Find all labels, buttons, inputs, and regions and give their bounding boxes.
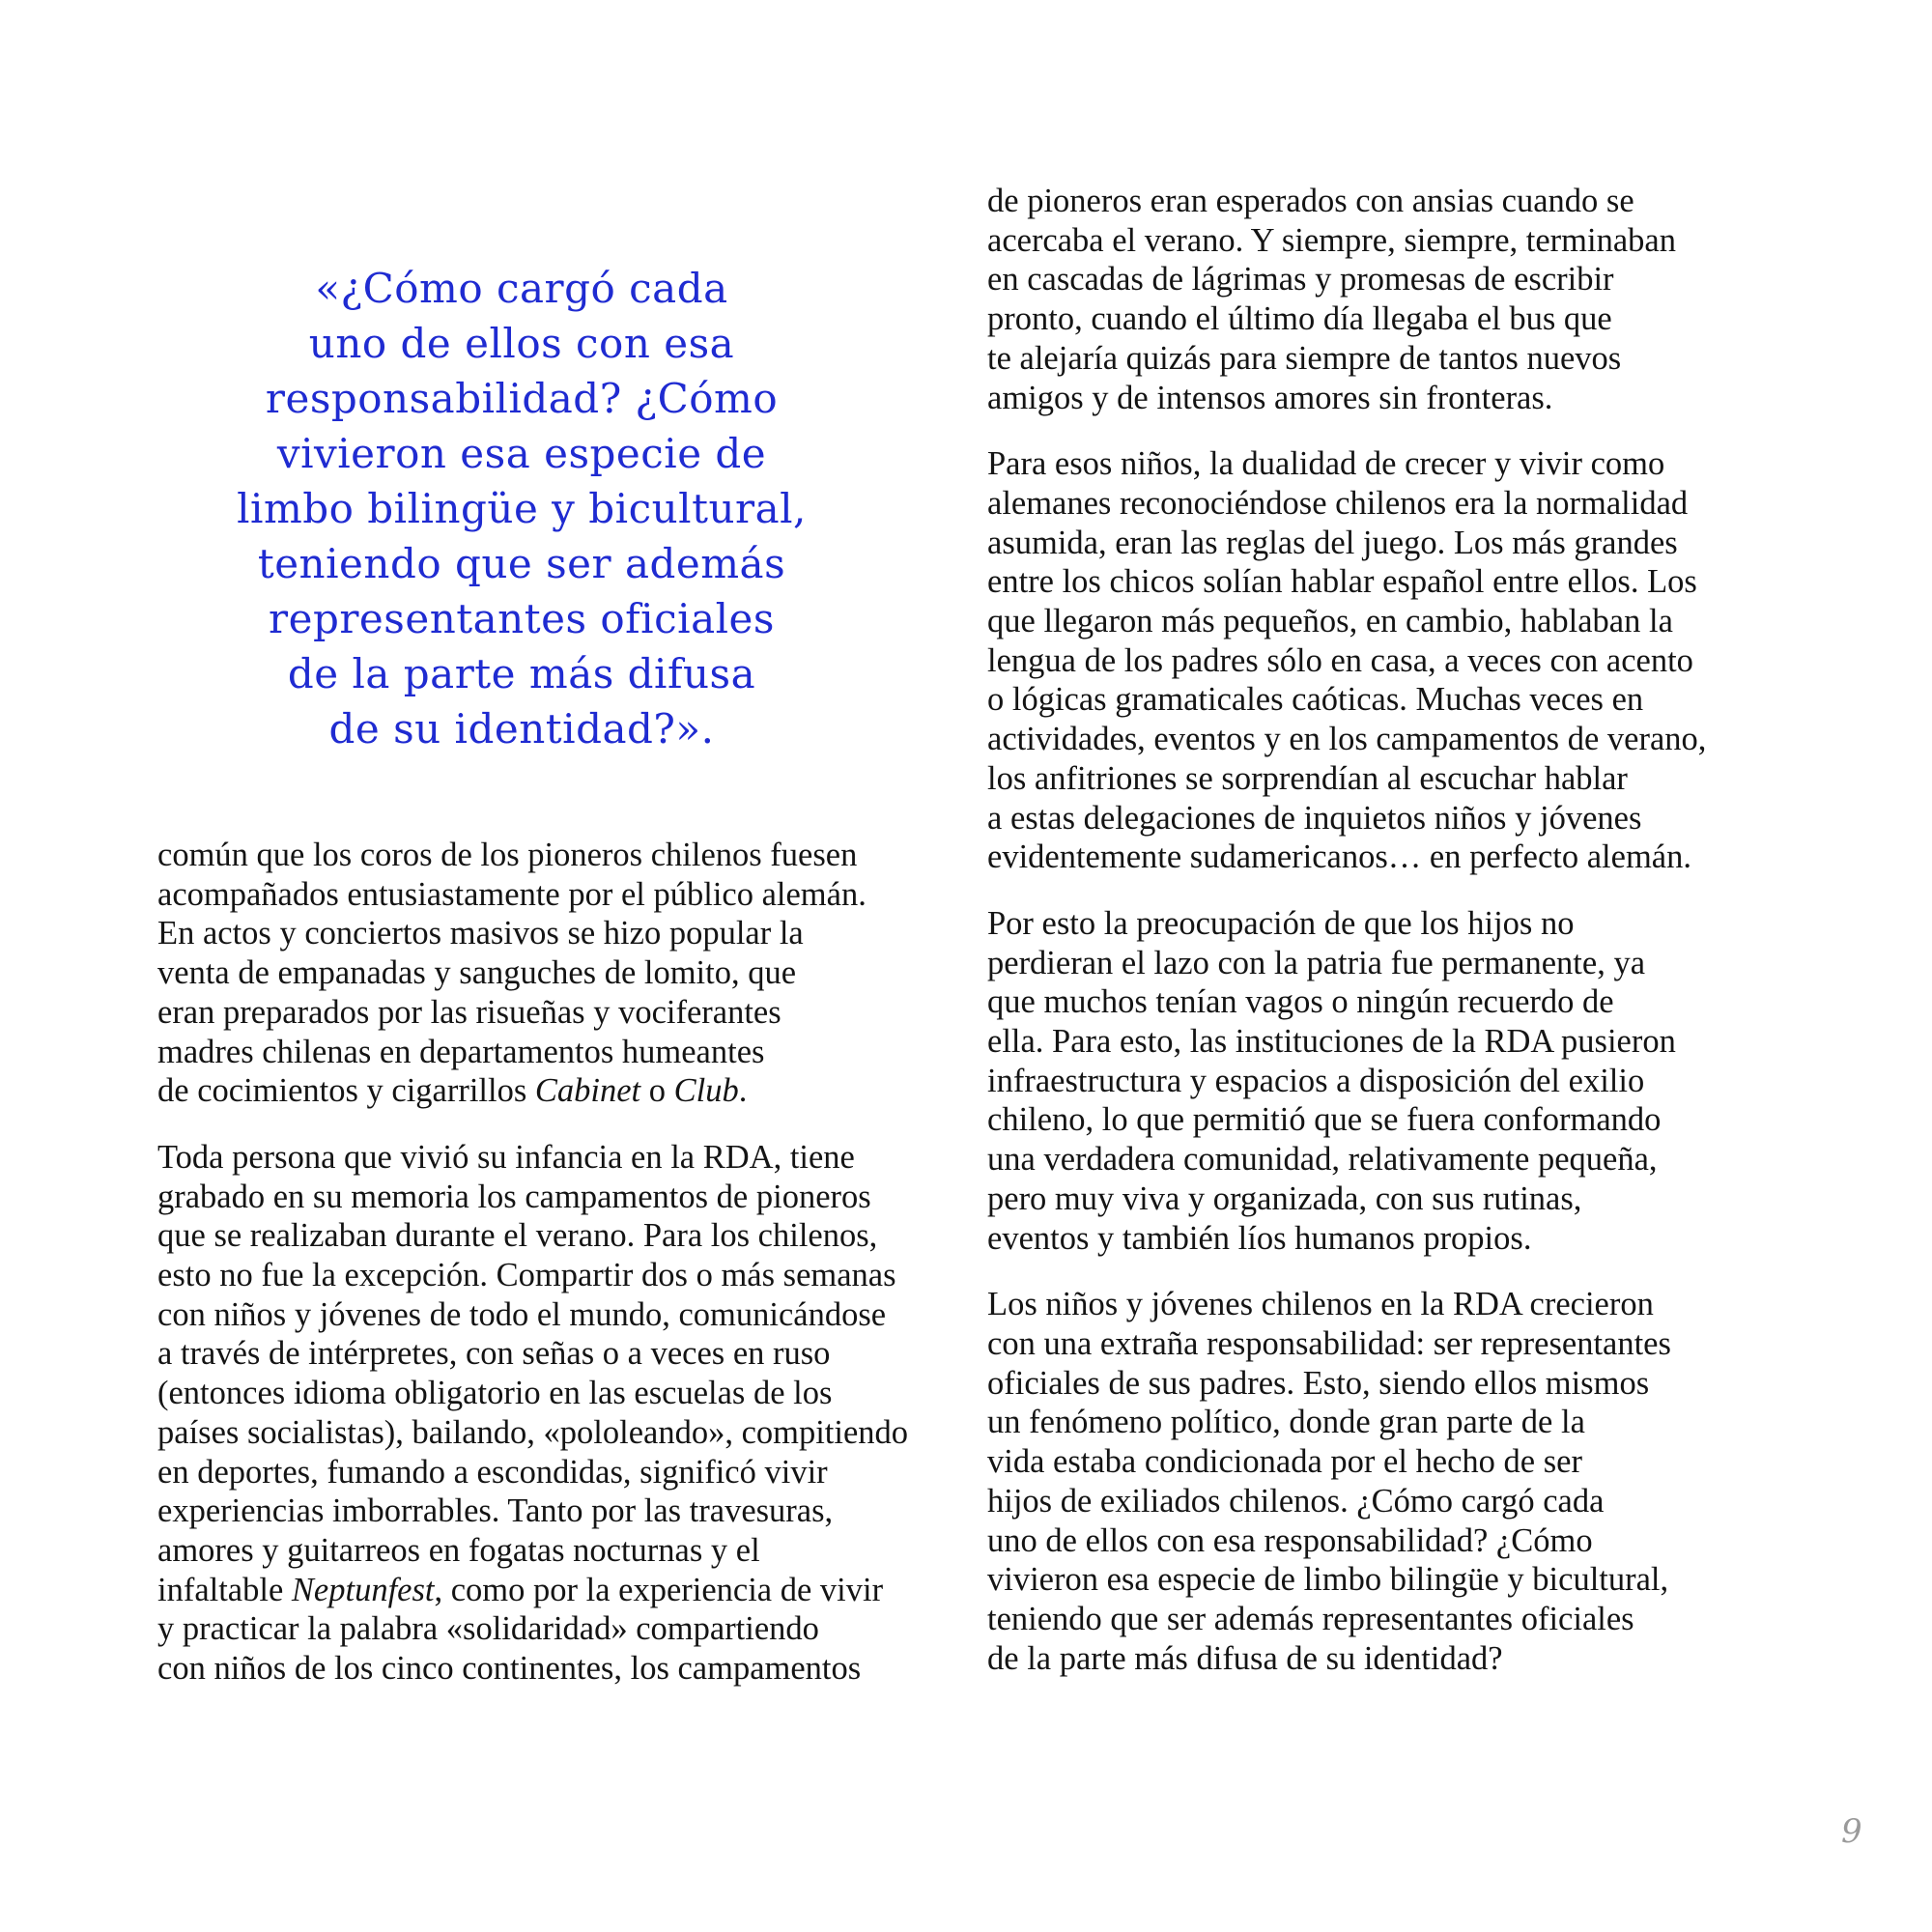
text-line: amores y guitarreos en fogatas nocturnas y el: [157, 1531, 760, 1569]
text-line: madres chilenas en departamentos humeantes: [157, 1033, 765, 1070]
text-line: de la parte más difusa de su identidad?: [987, 1639, 1503, 1677]
text-line: [157, 1571, 950, 1610]
pull-quote: [222, 261, 821, 756]
text-line: Por esto la preocupación de que los hijos no: [987, 904, 1575, 942]
text-line: amigos y de intensos amores sin fronteras.: [987, 379, 1553, 416]
text-line: Los niños y jóvenes chilenos en la RDA crecieron: [987, 1286, 1654, 1323]
text-line: alemanes reconociéndose chilenos era la normalidad: [987, 484, 1689, 522]
pull-quote-line: representantes oficiales: [269, 595, 775, 642]
text-line: actividades, eventos y en los campamentos de verano,: [987, 721, 1707, 758]
text-line: en deportes, fumando a escondidas, significó vivir: [157, 1453, 828, 1491]
text-line: que muchos tenían vagos o ningún recuerdo de: [987, 983, 1614, 1021]
pull-quote-line: de su identidad?».: [328, 705, 715, 753]
text-line: con niños de los cinco continentes, los campamentos: [157, 1650, 862, 1688]
text-segment: , como por la experiencia de vivir: [434, 1571, 884, 1608]
text-line: vivieron esa especie de limbo bilingüe y bicultural,: [987, 1561, 1669, 1599]
text-line: acompañados entusiastamente por el público alemán.: [157, 875, 867, 913]
text-line: teniendo que ser además representantes oficiales: [987, 1600, 1634, 1637]
text-line: común que los coros de los pioneros chilenos fuesen: [157, 837, 858, 873]
text-line: lengua de los padres sólo en casa, a veces con acento: [987, 641, 1693, 679]
text-line: una verdadera comunidad, relativamente pequeña,: [987, 1141, 1658, 1179]
body-paragraph: [987, 444, 1779, 877]
pull-quote-line: teniendo que ser además: [257, 540, 786, 587]
text-line: chileno, lo que permitió que se fuera conformando: [987, 1101, 1662, 1139]
text-line: hijos de exiliados chilenos. ¿Cómo cargó cada: [987, 1482, 1605, 1520]
text-line: a estas delegaciones de inquietos niños y jóvenes: [987, 799, 1642, 837]
body-paragraph: [157, 1138, 950, 1689]
text-line: que se realizaban durante el verano. Para los chilenos,: [157, 1217, 878, 1255]
text-line: venta de empanadas y sanguches de lomito, que: [157, 954, 797, 992]
text-line: con niños y jóvenes de todo el mundo, comunicándose: [157, 1295, 887, 1333]
text-line: perdieran el lazo con la patria fue permanente, ya: [987, 944, 1646, 981]
text-line: pronto, cuando el último día llegaba el bus que: [987, 300, 1612, 338]
text-line: te alejaría quizás para siempre de tantos nuevos: [987, 339, 1622, 377]
pull-quote-line: vivieron esa especie de: [276, 430, 767, 477]
text-line: experiencias imborrables. Tanto por las travesuras,: [157, 1492, 834, 1530]
text-line: acercaba el verano. Y siempre, siempre, terminaban: [987, 221, 1676, 259]
text-line: pero muy viva y organizada, con sus rutinas,: [987, 1179, 1582, 1217]
text-line: En actos y conciertos masivos se hizo popular la: [157, 915, 804, 952]
text-line: en cascadas de lágrimas y promesas de escribir: [987, 261, 1614, 298]
text-line: que llegaron más pequeños, en cambio, hablaban la: [987, 603, 1673, 640]
text-line: ella. Para esto, las instituciones de la RDA pusieron: [987, 1023, 1676, 1061]
text-line: grabado en su memoria los campamentos de pioneros: [157, 1178, 871, 1215]
text-line: infraestructura y espacios a disposición del exilio: [987, 1062, 1645, 1099]
right-text-column: [987, 182, 1779, 1705]
text-line: los anfitriones se sorprendían al escuchar hablar: [987, 759, 1628, 797]
text-line: vida estaba condicionada por el hecho de ser: [987, 1443, 1582, 1481]
pull-quote-line: de la parte más difusa: [287, 650, 756, 697]
text-line: Toda persona que vivió su infancia en la RDA, tiene: [157, 1138, 855, 1176]
text-line: uno de ellos con esa responsabilidad? ¿Cómo: [987, 1521, 1593, 1559]
pull-quote-line: uno de ellos con esa: [308, 320, 735, 367]
italic-term: Cabinet: [534, 1072, 641, 1110]
text-line: países socialistas), bailando, «pololeando», compitiendo: [157, 1413, 909, 1451]
italic-term: Neptunfest: [291, 1571, 435, 1608]
text-line: eran preparados por las risueñas y vociferantes: [157, 993, 781, 1031]
body-paragraph: [157, 836, 950, 1111]
text-line: Para esos niños, la dualidad de crecer y vivir como: [987, 445, 1665, 483]
text-line: evidentemente sudamericanos… en perfecto alemán.: [987, 838, 1691, 876]
text-line: esto no fue la excepción. Compartir dos o más semanas: [157, 1257, 896, 1294]
left-text-column: [157, 836, 950, 1716]
body-paragraph: [987, 1285, 1779, 1678]
text-line: [157, 1071, 950, 1111]
text-line: (entonces idioma obligatorio en las escuelas de los: [157, 1375, 833, 1412]
text-line: de pioneros eran esperados con ansias cuando se: [987, 183, 1634, 219]
pull-quote-line: responsabilidad? ¿Cómo: [265, 375, 779, 422]
text-segment: o: [640, 1072, 674, 1110]
page-number: 9: [1841, 1812, 1862, 1851]
pull-quote-line: «¿Cómo cargó cada: [315, 265, 728, 312]
text-segment: infaltable: [157, 1571, 292, 1608]
body-paragraph: [987, 904, 1779, 1258]
body-paragraph: [987, 182, 1779, 417]
text-line: a través de intérpretes, con señas o a veces en ruso: [157, 1335, 831, 1373]
text-line: un fenómeno político, donde gran parte de la: [987, 1404, 1585, 1441]
text-line: y practicar la palabra «solidaridad» compartiendo: [157, 1610, 819, 1648]
text-line: con una extraña responsabilidad: ser representantes: [987, 1324, 1671, 1362]
text-segment: de cocimientos y cigarrillos: [157, 1072, 535, 1110]
pull-quote-line: limbo bilingüe y bicultural,: [237, 485, 807, 532]
text-segment: .: [738, 1072, 748, 1110]
text-line: o lógicas gramaticales caóticas. Muchas veces en: [987, 681, 1644, 719]
text-line: asumida, eran las reglas del juego. Los más grandes: [987, 524, 1678, 561]
text-line: oficiales de sus padres. Esto, siendo ellos mismos: [987, 1364, 1650, 1402]
text-line: eventos y también líos humanos propios.: [987, 1219, 1532, 1257]
text-line: entre los chicos solían hablar español entre ellos. Los: [987, 563, 1697, 601]
italic-term: Club: [673, 1072, 739, 1110]
